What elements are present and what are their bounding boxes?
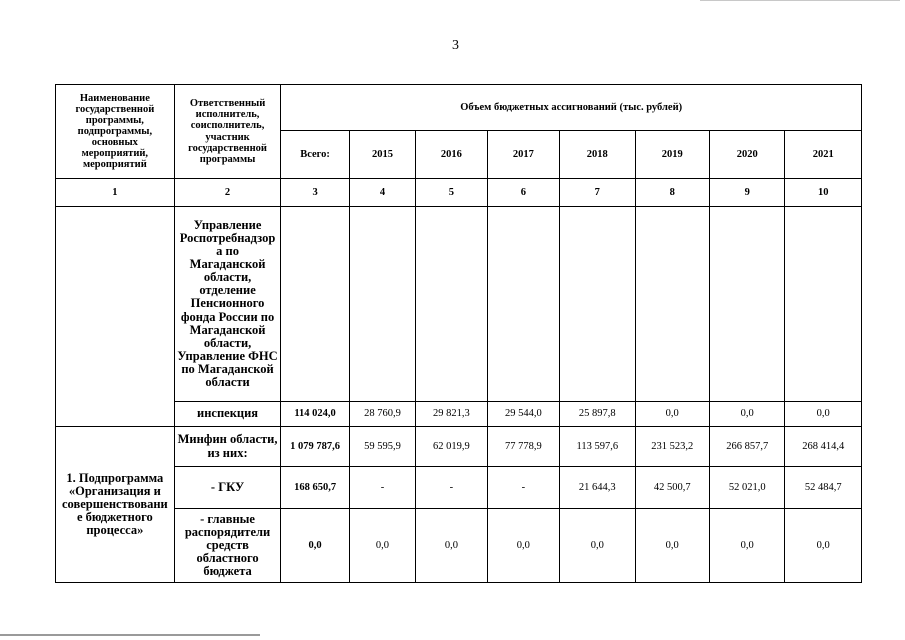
inspection-2020: 0,0 [709, 402, 784, 427]
main-2020: 0,0 [709, 509, 784, 583]
scan-artifact-line [0, 634, 260, 636]
col-number: 10 [785, 179, 862, 207]
main-2015: 0,0 [349, 509, 415, 583]
inspection-label: инспекция [174, 402, 281, 427]
main-2018: 0,0 [560, 509, 635, 583]
inspection-2017: 29 544,0 [487, 402, 559, 427]
column-number-row [56, 179, 862, 207]
inspection-2016: 29 821,3 [416, 402, 487, 427]
gku-2018: 21 644,3 [560, 467, 635, 509]
inspection-2018: 25 897,8 [560, 402, 635, 427]
minfin-total: 1 079 787,6 [281, 427, 349, 467]
header-total: Всего: [281, 131, 349, 179]
budget-table [55, 84, 862, 583]
table-row [56, 467, 862, 509]
minfin-2020: 266 857,7 [709, 427, 784, 467]
col-number: 8 [635, 179, 709, 207]
gku-2015: - [349, 467, 415, 509]
gku-2021: 52 484,7 [785, 467, 862, 509]
gku-label: - ГКУ [174, 467, 281, 509]
col-number: 6 [487, 179, 559, 207]
main-2016: 0,0 [416, 509, 487, 583]
gku-2017: - [487, 467, 559, 509]
continuation-responsible: Управление Роспотребнадзор а по Магаданской области, отделение Пенсионного фонда России по Магаданской области, Управление ФНС по Магаданской области [174, 207, 281, 402]
col-number: 7 [560, 179, 635, 207]
inspection-2015: 28 760,9 [349, 402, 415, 427]
col-number: 9 [709, 179, 784, 207]
table-row [56, 427, 862, 467]
subprogram-name: 1. Подпрограмма «Организация и совершенствовани е бюджетного процесса» [56, 427, 175, 583]
minfin-2018: 113 597,6 [560, 427, 635, 467]
col-number: 5 [416, 179, 487, 207]
main-2017: 0,0 [487, 509, 559, 583]
gku-2020: 52 021,0 [709, 467, 784, 509]
minfin-2017: 77 778,9 [487, 427, 559, 467]
gku-2016: - [416, 467, 487, 509]
header-year-2018: 2018 [560, 131, 635, 179]
col-number: 1 [56, 179, 175, 207]
minfin-2019: 231 523,2 [635, 427, 709, 467]
col-number: 3 [281, 179, 349, 207]
minfin-2016: 62 019,9 [416, 427, 487, 467]
main-2021: 0,0 [785, 509, 862, 583]
header-year-2015: 2015 [349, 131, 415, 179]
table-row [56, 402, 862, 427]
main-total: 0,0 [281, 509, 349, 583]
header-year-2016: 2016 [416, 131, 487, 179]
header-year-2019: 2019 [635, 131, 709, 179]
gku-total: 168 650,7 [281, 467, 349, 509]
header-col-name: Наименование государственной программы, подпрограммы, основных мероприятий, мероприятий [56, 85, 175, 179]
header-year-2021: 2021 [785, 131, 862, 179]
header-year-2020: 2020 [709, 131, 784, 179]
inspection-2019: 0,0 [635, 402, 709, 427]
table-row [56, 509, 862, 583]
minfin-label: Минфин области, из них: [174, 427, 281, 467]
page-number: 3 [452, 38, 459, 53]
minfin-2015: 59 595,9 [349, 427, 415, 467]
table-row [56, 207, 862, 402]
col-number: 4 [349, 179, 415, 207]
main-2019: 0,0 [635, 509, 709, 583]
header-col-budget: Объем бюджетных ассигнований (тыс. рублей) [281, 85, 862, 131]
col-number: 2 [174, 179, 281, 207]
header-col-responsible: Ответственный исполнитель, соисполнитель, участник государственной программы [174, 85, 281, 179]
gku-2019: 42 500,7 [635, 467, 709, 509]
main-managers-label: - главные распорядители средств областного бюджета [174, 509, 281, 583]
scan-artifact-line-top [700, 0, 900, 1]
inspection-total: 114 024,0 [281, 402, 349, 427]
minfin-2021: 268 414,4 [785, 427, 862, 467]
inspection-2021: 0,0 [785, 402, 862, 427]
header-year-2017: 2017 [487, 131, 559, 179]
